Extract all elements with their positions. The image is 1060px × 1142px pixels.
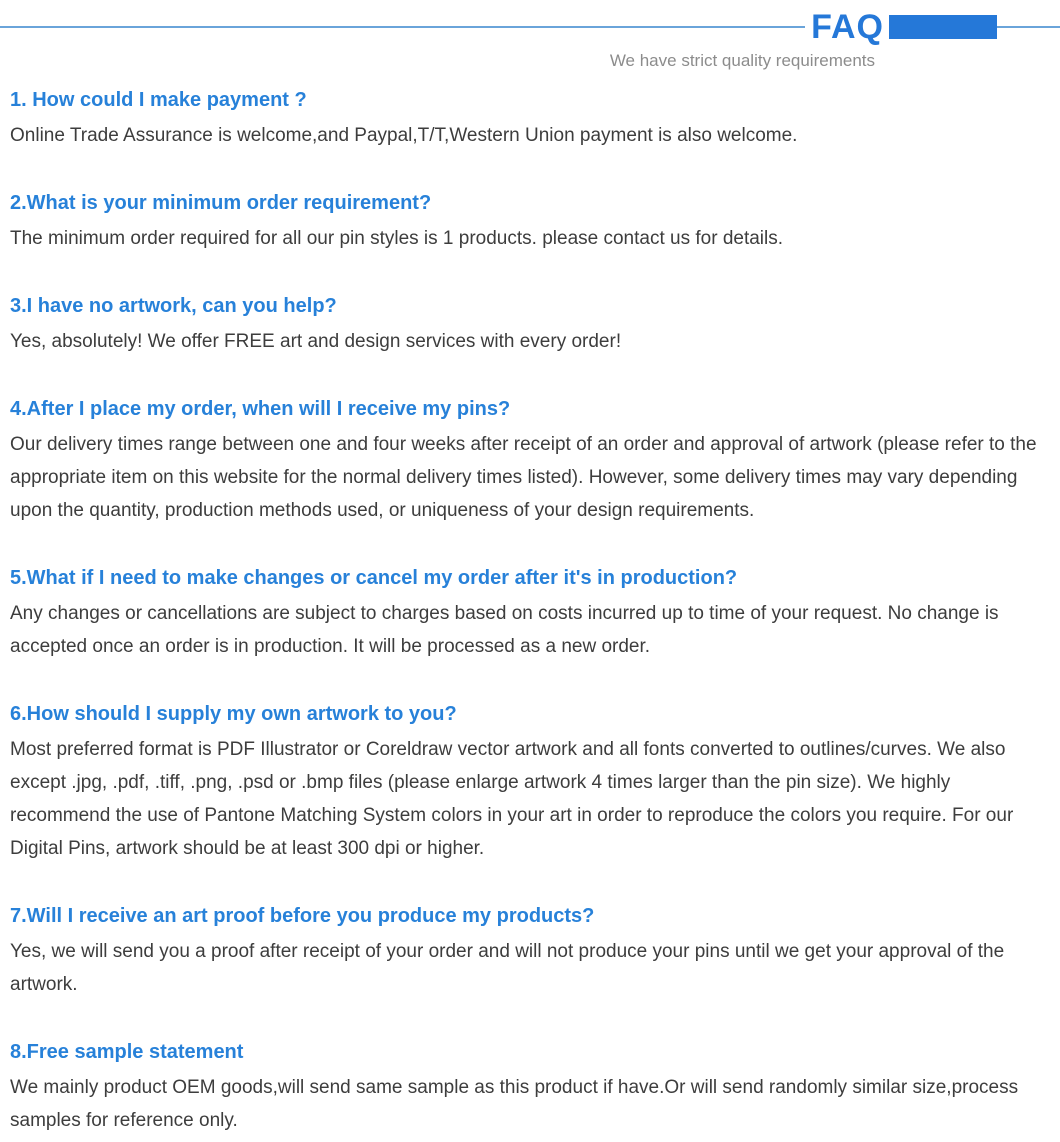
header-divider-left xyxy=(0,26,805,28)
faq-question-1: 1. How could I make payment ? xyxy=(10,89,307,111)
faq-accent-bar xyxy=(889,15,997,39)
faq-question-3: 3.I have no artwork, can you help? xyxy=(10,295,337,317)
faq-answer-6: Most preferred format is PDF Illustrator or Coreldraw vector artwork and all fonts converted to outlines/curves. We also except .jpg, .pdf, .tiff, .png, .psd or .bmp files (please enlarge artwork 4 times larger than the pin size). We highly recommend the use of Pantone Matching System colors in your art in order to reproduce the colors you require. For our Digital Pins, artwork should be at least 300 dpi or higher. xyxy=(10,739,1014,859)
faq-answer-4: Our delivery times range between one and four weeks after receipt of an order and approval of artwork (please refer to the appropriate item on this website for the normal delivery times listed). However, some delivery times may vary depending upon the quantity, production methods used, or uniqueness of your design requirements. xyxy=(10,434,1037,521)
faq-question-5: 5.What if I need to make changes or cancel my order after it's in production? xyxy=(10,567,738,589)
faq-header xyxy=(0,0,1060,54)
faq-question-2: 2.What is your minimum order requirement? xyxy=(10,192,432,214)
faq-item-7 xyxy=(10,900,1046,1001)
faq-item-5 xyxy=(10,562,1046,663)
faq-answer-5: Any changes or cancellations are subject to charges based on costs incurred up to time of your request. No change is accepted once an order is in production. It will be processed as a new order. xyxy=(10,603,999,657)
faq-answer-7: Yes, we will send you a proof after receipt of your order and will not produce your pins until we get your approval of the artwork. xyxy=(10,941,1005,995)
header-subtitle: We have strict quality requirements xyxy=(609,51,875,70)
faq-item-8 xyxy=(10,1036,1046,1137)
faq-answer-1: Online Trade Assurance is welcome,and Paypal,T/T,Western Union payment is also welcome. xyxy=(10,125,798,146)
faq-item-1 xyxy=(10,84,1046,152)
faq-title: FAQ xyxy=(811,8,884,46)
faq-list xyxy=(0,72,1060,1137)
faq-item-2 xyxy=(10,187,1046,255)
faq-question-8: 8.Free sample statement xyxy=(10,1041,244,1063)
faq-item-6 xyxy=(10,698,1046,865)
faq-question-6: 6.How should I supply my own artwork to you? xyxy=(10,703,457,725)
faq-question-4: 4.After I place my order, when will I receive my pins? xyxy=(10,398,511,420)
faq-answer-3: Yes, absolutely! We offer FREE art and design services with every order! xyxy=(10,331,622,352)
header-divider-right xyxy=(997,26,1060,28)
subtitle-row xyxy=(0,50,1060,72)
faq-item-3 xyxy=(10,290,1046,358)
faq-answer-2: The minimum order required for all our pin styles is 1 products. please contact us for details. xyxy=(10,228,784,249)
faq-item-4 xyxy=(10,393,1046,527)
faq-question-7: 7.Will I receive an art proof before you produce my products? xyxy=(10,905,595,927)
faq-answer-8: We mainly product OEM goods,will send same sample as this product if have.Or will send randomly similar size,process samples for reference only. xyxy=(10,1077,1019,1131)
